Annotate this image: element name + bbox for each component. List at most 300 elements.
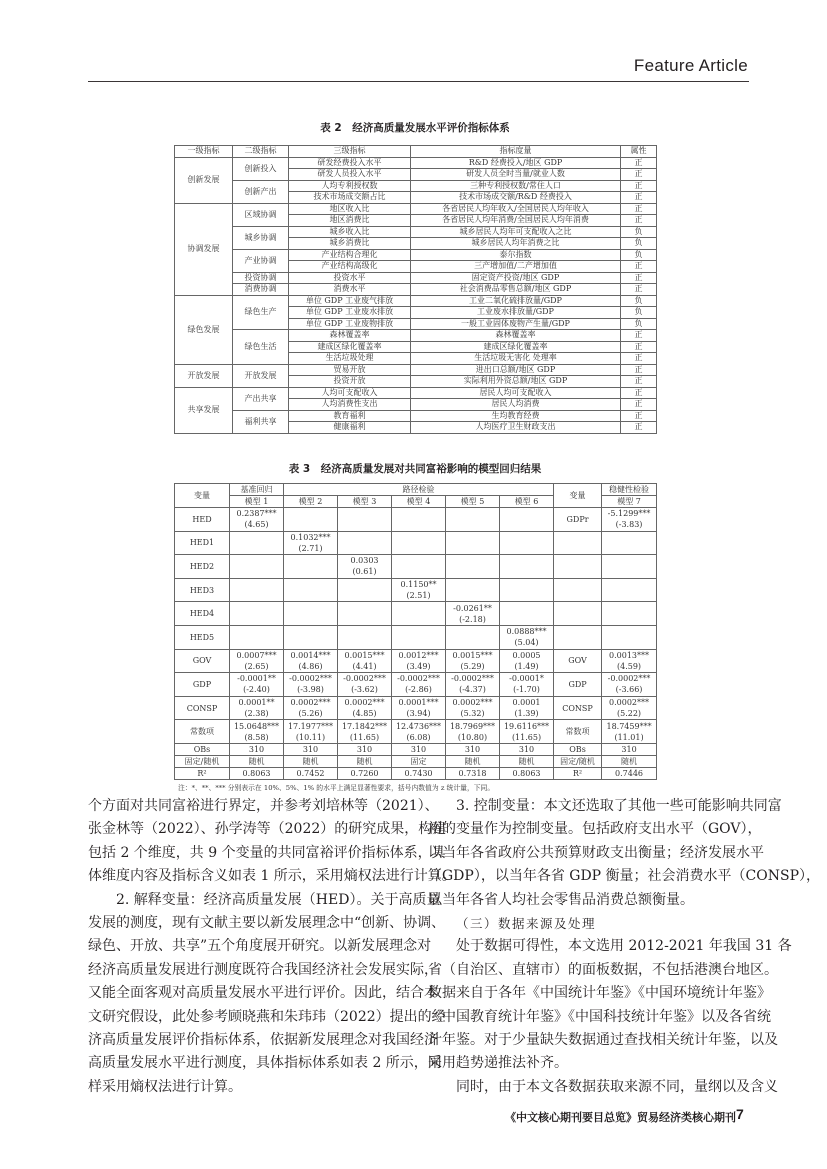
result-cell: 随机 [284, 755, 338, 767]
indicator-attribute: 正 [621, 261, 657, 273]
t-statistic: (0.61) [352, 567, 377, 577]
footer-journal: 《中文核心期刊要目总览》贸易经济类核心期刊 [505, 1111, 736, 1124]
indicator-measure: 三种专利授权数/常住人口 [411, 180, 621, 192]
level2-indicator: 产业协调 [233, 249, 289, 272]
coefficient: 0.0015*** [452, 650, 493, 660]
table3-note: 注：*、**、*** 分别表示在 10%、5%、1% 的水平上满足显著性要求，括号内数值为 z 统计量，下同。 [178, 784, 495, 792]
body-text-line: 省（自治区、直辖市）的面板数据，不包括港澳台地区。 [428, 961, 778, 978]
indicator-measure: 森林覆盖率 [411, 330, 621, 342]
result-cell: 310 [284, 743, 338, 755]
result-cell: 随机 [446, 755, 500, 767]
result-cell [284, 625, 338, 649]
coefficient: 0.0014*** [290, 650, 331, 660]
result-cell [500, 602, 554, 626]
result-cell [602, 531, 657, 555]
coefficient: 0.0001** [238, 698, 275, 708]
t-statistic: (5.29) [460, 661, 485, 671]
result-cell: 310 [500, 743, 554, 755]
coefficient: 0.1150** [400, 580, 437, 590]
table3-caption: 表 3 经济高质量发展对共同富裕影响的模型回归结果 [288, 463, 542, 475]
level3-indicator: 产业结构合理化 [289, 249, 411, 261]
body-text-line: 以当年各省人均社会零售品消费总额衡量。 [428, 891, 694, 908]
column-header: 二级指标 [233, 146, 289, 158]
variable-name-robust [554, 531, 602, 555]
indicator-attribute: 正 [621, 203, 657, 215]
result-cell [284, 531, 338, 555]
indicator-measure: 研发人员全时当量/就业人数 [411, 169, 621, 181]
body-text-line: 绿色、开放、共享”五个角度展开研究。以新发展理念对 [88, 938, 432, 955]
result-cell [602, 555, 657, 579]
body-text-line: 发展的测度，现有文献主要以新发展理念中“创新、协调、 [88, 914, 446, 931]
t-statistic: (3.94) [406, 709, 431, 719]
table-row [175, 531, 657, 555]
table-row [175, 696, 657, 720]
result-cell [284, 578, 338, 602]
result-cell [392, 673, 446, 697]
result-cell: 0.7260 [338, 767, 392, 779]
level3-indicator: 建成区绿化覆盖率 [289, 341, 411, 353]
table-row [175, 755, 657, 767]
table-row [175, 157, 657, 169]
body-text-line: 3. 控制变量：本文还选取了其他一些可能影响共同富 [456, 798, 782, 814]
t-statistic: (4.85) [352, 709, 377, 719]
t-statistic: (4.41) [352, 661, 377, 671]
result-cell [392, 578, 446, 602]
result-cell [602, 720, 657, 744]
coefficient: 12.4736*** [395, 721, 442, 731]
result-cell [392, 720, 446, 744]
t-statistic: (-2.86) [405, 685, 432, 695]
result-cell [500, 555, 554, 579]
result-cell [446, 508, 500, 532]
body-text-line: 数据来自于各年《中国统计年鉴》《中国环境统计年鉴》 [428, 985, 771, 1002]
variable-name: HED1 [175, 531, 230, 555]
indicator-measure: 居民人均消费 [411, 399, 621, 411]
indicator-attribute: 正 [621, 376, 657, 388]
result-cell [392, 649, 446, 673]
result-cell [338, 531, 392, 555]
indicator-attribute: 正 [621, 353, 657, 365]
coefficient: 0.2387*** [236, 509, 277, 519]
result-cell [338, 625, 392, 649]
t-statistic: (-2.40) [243, 685, 270, 695]
body-right-column [428, 795, 821, 1099]
level3-indicator: 地区消费比 [289, 215, 411, 227]
t-statistic: (-3.66) [615, 685, 643, 695]
result-cell: 0.8063 [230, 767, 284, 779]
result-cell [230, 625, 284, 649]
body-text-line: 文研究假设，此处参考顾晓燕和朱玮玮（2022）提出的经 [88, 1008, 446, 1025]
result-cell [284, 649, 338, 673]
level2-indicator: 福利共享 [233, 410, 289, 433]
result-cell: 310 [392, 743, 446, 755]
t-statistic: (5.32) [460, 709, 485, 719]
t-statistic: (-3.98) [297, 685, 324, 695]
indicator-attribute: 正 [621, 330, 657, 342]
body-text-line: 计年鉴。对于少量缺失数据通过查找相关统计年鉴，以及 [428, 1031, 778, 1048]
t-statistic: (4.86) [298, 661, 323, 671]
t-statistic: (1.49) [514, 661, 539, 671]
result-cell: 310 [338, 743, 392, 755]
body-text-line: 高质量发展水平进行测度，具体指标体系如表 2 所示，同 [88, 1055, 442, 1072]
table-row [175, 673, 657, 697]
table-row [175, 508, 657, 532]
indicator-attribute: 正 [621, 192, 657, 204]
level2-indicator: 区域协调 [233, 203, 289, 226]
coefficient: -0.0002*** [343, 674, 386, 684]
result-cell [230, 508, 284, 532]
indicator-measure: 进出口总额/地区 GDP [411, 364, 621, 376]
result-cell [338, 578, 392, 602]
level3-indicator: 健康福利 [289, 422, 411, 434]
indicator-attribute: 负 [621, 238, 657, 250]
body-text-line: 张金林等（2022）、孙学涛等（2022）的研究成果，构建 [88, 821, 447, 838]
indicator-attribute: 正 [621, 272, 657, 284]
coefficient: 0.0303 [350, 556, 379, 566]
level2-indicator: 绿色生产 [233, 295, 289, 330]
t-statistic: (-3.83) [615, 520, 643, 530]
variable-name-robust [554, 578, 602, 602]
table-row [175, 272, 657, 284]
indicator-attribute: 正 [621, 215, 657, 227]
table-row [175, 625, 657, 649]
table-row [175, 649, 657, 673]
variable-name: OBs [175, 743, 230, 755]
level1-indicator: 开放发展 [175, 364, 233, 387]
column-header: 一级指标 [175, 146, 233, 158]
indicator-measure: 实际利用外资总额/地区 GDP [411, 376, 621, 388]
indicator-attribute: 负 [621, 318, 657, 330]
table2-caption: 表 2 经济高质量发展水平评价指标体系 [320, 122, 510, 134]
level2-indicator: 绿色生活 [233, 330, 289, 365]
body-text-line: 个方面对共同富裕进行界定，并参考刘培林等（2021）、 [88, 798, 439, 814]
level3-indicator: 研发人员投入水平 [289, 169, 411, 181]
result-cell [446, 673, 500, 697]
column-header-variable: 变量 [175, 484, 230, 508]
level1-indicator: 绿色发展 [175, 295, 233, 364]
t-statistic: (5.04) [514, 638, 539, 648]
level3-indicator: 人均消费性支出 [289, 399, 411, 411]
result-cell [230, 531, 284, 555]
level2-indicator: 开放发展 [233, 364, 289, 387]
column-header: 三级指标 [289, 146, 411, 158]
t-statistic: (2.51) [406, 591, 431, 601]
result-cell: 随机 [602, 755, 657, 767]
variable-name: HED3 [175, 578, 230, 602]
result-cell: 310 [602, 743, 657, 755]
indicator-measure: 工业二氧化硫排放量/GDP [411, 295, 621, 307]
body-text-line: 2. 解释变量：经济高质量发展（HED）。关于高质量 [116, 891, 441, 908]
level3-indicator: 投资水平 [289, 272, 411, 284]
variable-name: GOV [175, 649, 230, 673]
t-statistic: (4.65) [244, 520, 269, 530]
variable-name-robust [554, 602, 602, 626]
result-cell [500, 531, 554, 555]
indicator-attribute: 正 [621, 399, 657, 411]
level3-indicator: 投资开放 [289, 376, 411, 388]
level3-indicator: 城乡收入比 [289, 226, 411, 238]
indicator-attribute: 正 [621, 157, 657, 169]
variable-name: R² [175, 767, 230, 779]
result-cell [230, 555, 284, 579]
result-cell: 310 [230, 743, 284, 755]
coefficient: 17.1977*** [287, 721, 334, 731]
variable-name: HED5 [175, 625, 230, 649]
result-cell [602, 649, 657, 673]
t-statistic: (2.38) [244, 709, 269, 719]
result-cell [338, 673, 392, 697]
table-row [175, 767, 657, 779]
coefficient: -0.0002*** [397, 674, 440, 684]
variable-name-robust: 固定/随机 [554, 755, 602, 767]
indicator-measure: 社会消费品零售总额/地区 GDP [411, 284, 621, 296]
model-header: 模型 6 [500, 496, 554, 508]
indicator-measure: 技术市场成交额/R&D 经费投入 [411, 192, 621, 204]
t-statistic: (10.80) [457, 732, 488, 742]
indicator-attribute: 正 [621, 410, 657, 422]
indicator-measure: 各省居民人均年消费/全国居民人均年消费 [411, 215, 621, 227]
indicator-measure: 固定资产投资/地区 GDP [411, 272, 621, 284]
coefficient: 0.0001 [512, 698, 541, 708]
body-text-line: 包括 2 个维度，共 9 个变量的共同富裕评价指标体系，具 [88, 844, 446, 861]
t-statistic: (-3.62) [351, 685, 378, 695]
t-statistic: (10.11) [295, 732, 326, 742]
result-cell: 随机 [500, 755, 554, 767]
result-cell [284, 720, 338, 744]
coefficient: 19.6116*** [503, 721, 550, 731]
coefficient: 0.0012*** [398, 650, 439, 660]
body-text-line: 经济高质量发展进行测度既符合我国经济社会发展实际， [88, 961, 438, 978]
result-cell [446, 602, 500, 626]
result-cell [284, 508, 338, 532]
indicator-measure: 居民人均可支配收入 [411, 387, 621, 399]
indicator-attribute: 正 [621, 284, 657, 296]
result-cell [284, 696, 338, 720]
result-cell [392, 508, 446, 532]
table-row [175, 180, 657, 192]
result-cell [602, 625, 657, 649]
coefficient: 0.0007*** [236, 650, 277, 660]
model-header: 模型 4 [392, 496, 446, 508]
table2-indicator-system [174, 145, 657, 434]
indicator-attribute: 负 [621, 307, 657, 319]
model-header: 模型 7 [602, 496, 657, 508]
column-header-robustness: 稳健性检验 [602, 484, 657, 496]
coefficient: -0.0001* [509, 674, 544, 684]
level3-indicator: 人均可支配收入 [289, 387, 411, 399]
table-row [175, 410, 657, 422]
coefficient: -5.1299*** [607, 509, 651, 519]
table-row [175, 284, 657, 296]
level3-indicator: 单位 GDP 工业废物排放 [289, 318, 411, 330]
result-cell [602, 508, 657, 532]
coefficient: -0.0002*** [451, 674, 494, 684]
variable-name-robust: CONSP [554, 696, 602, 720]
indicator-measure: 建成区绿化覆盖率 [411, 341, 621, 353]
body-left-column [88, 795, 456, 1099]
level1-indicator: 创新发展 [175, 157, 233, 203]
result-cell [446, 625, 500, 649]
body-text-line: （GDP），以当年各省 GDP 衡量；社会消费水平（CONSP）， [428, 868, 821, 885]
t-statistic: (-2.18) [459, 614, 486, 624]
result-cell [338, 720, 392, 744]
level3-indicator: 研发经费投入水平 [289, 157, 411, 169]
variable-name: 常数项 [175, 720, 230, 744]
column-header: 指标度量 [411, 146, 621, 158]
column-header: 属性 [621, 146, 657, 158]
result-cell [500, 673, 554, 697]
t-statistic: (8.58) [244, 732, 269, 742]
variable-name-robust: OBs [554, 743, 602, 755]
variable-name-robust: GOV [554, 649, 602, 673]
t-statistic: (11.01) [614, 732, 644, 742]
coefficient: -0.0261** [453, 603, 492, 613]
t-statistic: (11.65) [511, 732, 542, 742]
column-header-variable-robust: 变量 [554, 484, 602, 508]
result-cell: 固定 [392, 755, 446, 767]
table-header-row [175, 146, 657, 158]
indicator-measure: 城乡居民人均年消费之比 [411, 238, 621, 250]
variable-name: 固定/随机 [175, 755, 230, 767]
coefficient: 0.0002*** [452, 698, 493, 708]
variable-name: CONSP [175, 696, 230, 720]
coefficient: 17.1842*** [341, 721, 388, 731]
coefficient: 0.1032*** [290, 532, 331, 542]
result-cell [602, 696, 657, 720]
coefficient: 18.7969*** [449, 721, 496, 731]
indicator-attribute: 正 [621, 341, 657, 353]
table-row [175, 743, 657, 755]
level3-indicator: 教育福利 [289, 410, 411, 422]
level2-indicator: 城乡协调 [233, 226, 289, 249]
result-cell: 随机 [230, 755, 284, 767]
variable-name: HED4 [175, 602, 230, 626]
level2-indicator: 消费协调 [233, 284, 289, 296]
result-cell [446, 696, 500, 720]
result-cell [338, 508, 392, 532]
body-text-line: 裕的变量作为控制变量。包括政府支出水平（GOV）， [428, 821, 762, 838]
result-cell [230, 649, 284, 673]
t-statistic: (6.08) [406, 732, 431, 742]
indicator-attribute: 负 [621, 295, 657, 307]
column-header-baseline: 基准回归 [230, 484, 284, 496]
level3-indicator: 森林覆盖率 [289, 330, 411, 342]
level2-indicator: 产出共享 [233, 387, 289, 410]
t-statistic: (-4.37) [459, 685, 486, 695]
table-row [175, 249, 657, 261]
result-cell: 310 [446, 743, 500, 755]
body-text-line: 以当年各省政府公共预算财政支出衡量；经济发展水平 [428, 844, 764, 861]
body-text-line: 处于数据可得性，本文选用 2012-2021 年我国 31 各 [456, 938, 792, 955]
result-cell [230, 578, 284, 602]
level3-indicator: 产业结构高级化 [289, 261, 411, 273]
model-header: 模型 5 [446, 496, 500, 508]
variable-name-robust [554, 555, 602, 579]
result-cell [230, 696, 284, 720]
indicator-measure: 生活垃圾无害化 处理率 [411, 353, 621, 365]
result-cell: 0.7430 [392, 767, 446, 779]
indicator-measure: 人均医疗卫生财政支出 [411, 422, 621, 434]
variable-name: HED [175, 508, 230, 532]
table-row [175, 295, 657, 307]
result-cell [338, 602, 392, 626]
result-cell [500, 649, 554, 673]
variable-name: GDP [175, 673, 230, 697]
t-statistic: (5.22) [617, 709, 642, 719]
t-statistic: (-1.70) [513, 685, 540, 695]
section-header: Feature Article [633, 56, 748, 75]
indicator-attribute: 负 [621, 226, 657, 238]
result-cell [392, 602, 446, 626]
coefficient: 0.0015*** [344, 650, 385, 660]
indicator-attribute: 正 [621, 422, 657, 434]
coefficient: 0.0005 [512, 650, 541, 660]
result-cell [284, 673, 338, 697]
indicator-measure: 工业废水排放量/GDP [411, 307, 621, 319]
table-row [175, 602, 657, 626]
result-cell [284, 602, 338, 626]
result-cell [446, 720, 500, 744]
level3-indicator: 地区收入比 [289, 203, 411, 215]
model-header: 模型 2 [284, 496, 338, 508]
level2-indicator: 投资协调 [233, 272, 289, 284]
table-row [175, 555, 657, 579]
level2-indicator: 创新产出 [233, 180, 289, 203]
result-cell [338, 696, 392, 720]
variable-name-robust [554, 625, 602, 649]
coefficient: 15.0648*** [233, 721, 280, 731]
result-cell [446, 649, 500, 673]
result-cell [230, 720, 284, 744]
indicator-attribute: 正 [621, 169, 657, 181]
result-cell [500, 578, 554, 602]
table-row [175, 203, 657, 215]
level3-indicator: 单位 GDP 工业废水排放 [289, 307, 411, 319]
indicator-measure: 三产增加值/二产增加值 [411, 261, 621, 273]
column-header-path-test: 路径检验 [284, 484, 554, 496]
table-row [175, 720, 657, 744]
coefficient: 0.0013*** [609, 650, 650, 660]
result-cell [500, 696, 554, 720]
result-cell: 0.7318 [446, 767, 500, 779]
level3-indicator: 贸易开放 [289, 364, 411, 376]
level3-indicator: 单位 GDP 工业废气排放 [289, 295, 411, 307]
result-cell [500, 508, 554, 532]
body-text-line: 采用趋势递推法补齐。 [428, 1055, 568, 1072]
result-cell [446, 531, 500, 555]
result-cell: 0.8063 [500, 767, 554, 779]
table-row [175, 387, 657, 399]
t-statistic: (2.65) [244, 661, 269, 671]
coefficient: 0.0002*** [344, 698, 385, 708]
level2-indicator: 创新投入 [233, 157, 289, 180]
result-cell [392, 555, 446, 579]
coefficient: 0.0001*** [398, 698, 439, 708]
model-header: 模型 1 [230, 496, 284, 508]
coefficient: -0.0002*** [289, 674, 332, 684]
page-number: 7 [736, 1106, 744, 1122]
section-subheading: （三）数据来源及处理 [456, 915, 597, 931]
body-text-line: 体维度内容及指标含义如表 1 所示，采用熵权法进行计算。 [88, 868, 456, 885]
indicator-measure: 生均教育经费 [411, 410, 621, 422]
t-statistic: (1.39) [514, 709, 539, 719]
result-cell [392, 696, 446, 720]
result-cell [392, 531, 446, 555]
coefficient: 0.0002*** [290, 698, 331, 708]
body-text-line: 济高质量发展评价指标体系，依据新发展理念对我国经济 [88, 1031, 438, 1048]
indicator-measure: R&D 经费投入/地区 GDP [411, 157, 621, 169]
result-cell [602, 602, 657, 626]
